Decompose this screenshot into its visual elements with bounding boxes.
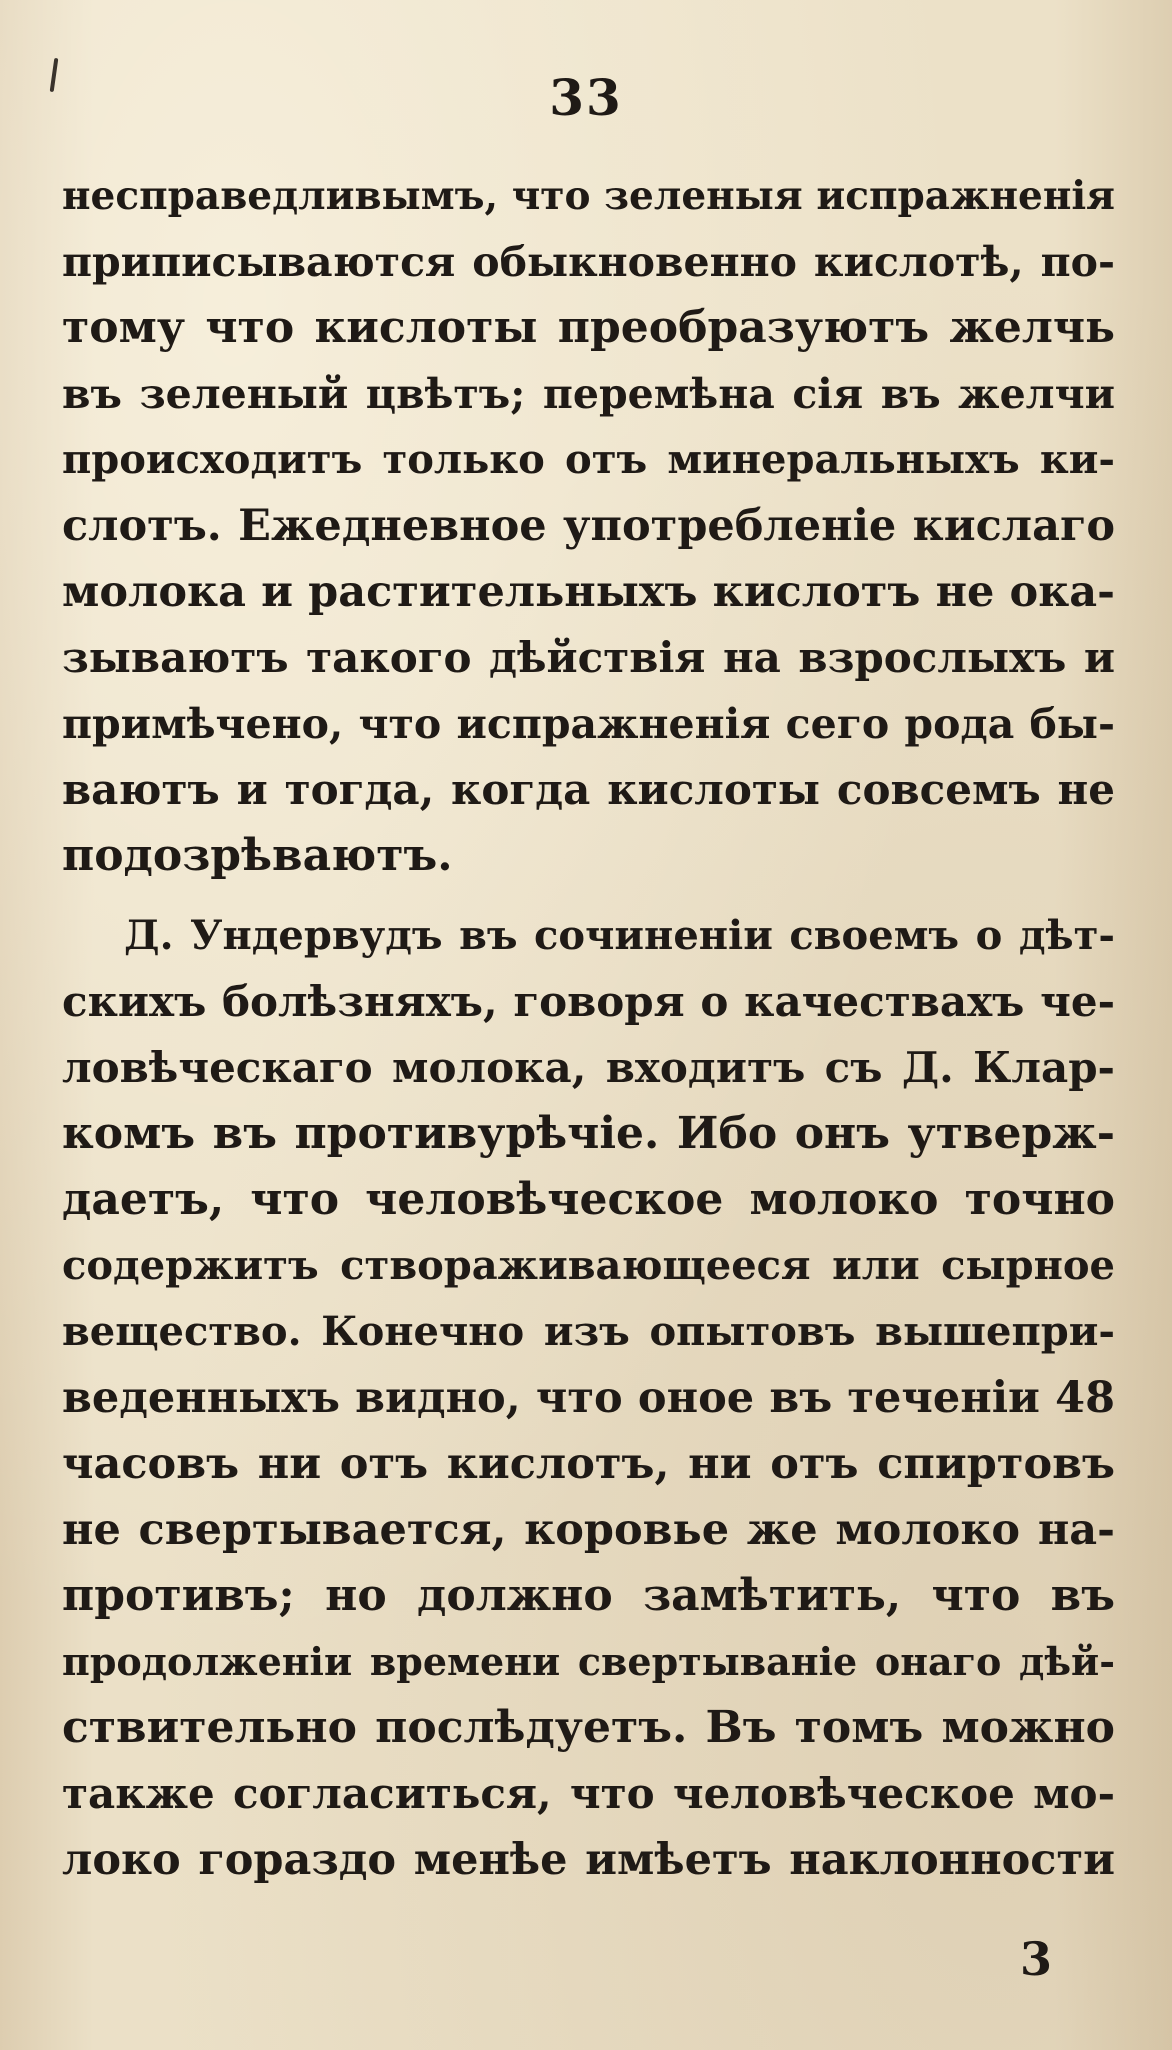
- text-line: въ зеленый цвѣтъ; перемѣна сія въ желчи: [62, 370, 1115, 418]
- text-line: часовъ ни отъ кислотъ, ни отъ спиртовъ: [62, 1439, 1115, 1489]
- text-line: несправедливымъ, что зеленыя испражненія: [62, 173, 1115, 219]
- text-line: молока и растительныхъ кислотъ не ока-: [62, 567, 1115, 617]
- text-line: также согласиться, что человѣческое мо-: [62, 1769, 1115, 1818]
- text-line: приписываются обыкновенно кислотѣ, по-: [62, 238, 1115, 286]
- text-line: содержитъ створаживающееся или сырное: [62, 1242, 1115, 1289]
- text-line: ловѣческаго молока, входитъ съ Д. Клар-: [62, 1043, 1115, 1092]
- text-line: примѣчено, что испражненія сего рода бы-: [62, 700, 1115, 748]
- text-line: не свертывается, коровье же молоко на-: [62, 1505, 1115, 1555]
- text-line: тому что кислоты преобразуютъ желчь: [62, 302, 1115, 353]
- text-line: веденныхъ видно, что оное въ теченіи 48: [62, 1373, 1115, 1423]
- text-line: локо гораздо менѣе имѣетъ наклонности: [62, 1835, 1115, 1885]
- text-line: слотъ. Ежедневное употребленіе кислаго: [62, 501, 1115, 551]
- text-line: комъ въ противурѣчіе. Ибо онъ утверж-: [62, 1108, 1115, 1159]
- text-line: ствительно послѣдуетъ. Въ томъ можно: [62, 1702, 1115, 1753]
- text-line: продолженіи времени свертываніе онаго дѣй-: [62, 1639, 1115, 1684]
- signature-mark: 3: [1020, 1932, 1053, 1986]
- text-line: Д. Ундервудъ въ сочиненіи своемъ о дѣт-: [124, 912, 1115, 959]
- text-line: ваютъ и тогда, когда кислоты совсемъ не: [62, 765, 1115, 814]
- text-line: даетъ, что человѣческое молоко точно: [62, 1174, 1115, 1225]
- text-line: зываютъ такого дѣйствія на взрослыхъ и: [62, 633, 1115, 682]
- text-line: подозрѣваютъ.: [62, 830, 453, 881]
- text-line: противъ; но должно замѣтить, что въ: [62, 1570, 1115, 1621]
- page-number: 33: [549, 68, 623, 127]
- text-line: скихъ болѣзняхъ, говоря о качествахъ че-: [62, 977, 1115, 1026]
- text-line: происходитъ только отъ минеральныхъ ки-: [62, 436, 1115, 483]
- text-line: вещество. Конечно изъ опытовъ вышепри-: [62, 1308, 1115, 1355]
